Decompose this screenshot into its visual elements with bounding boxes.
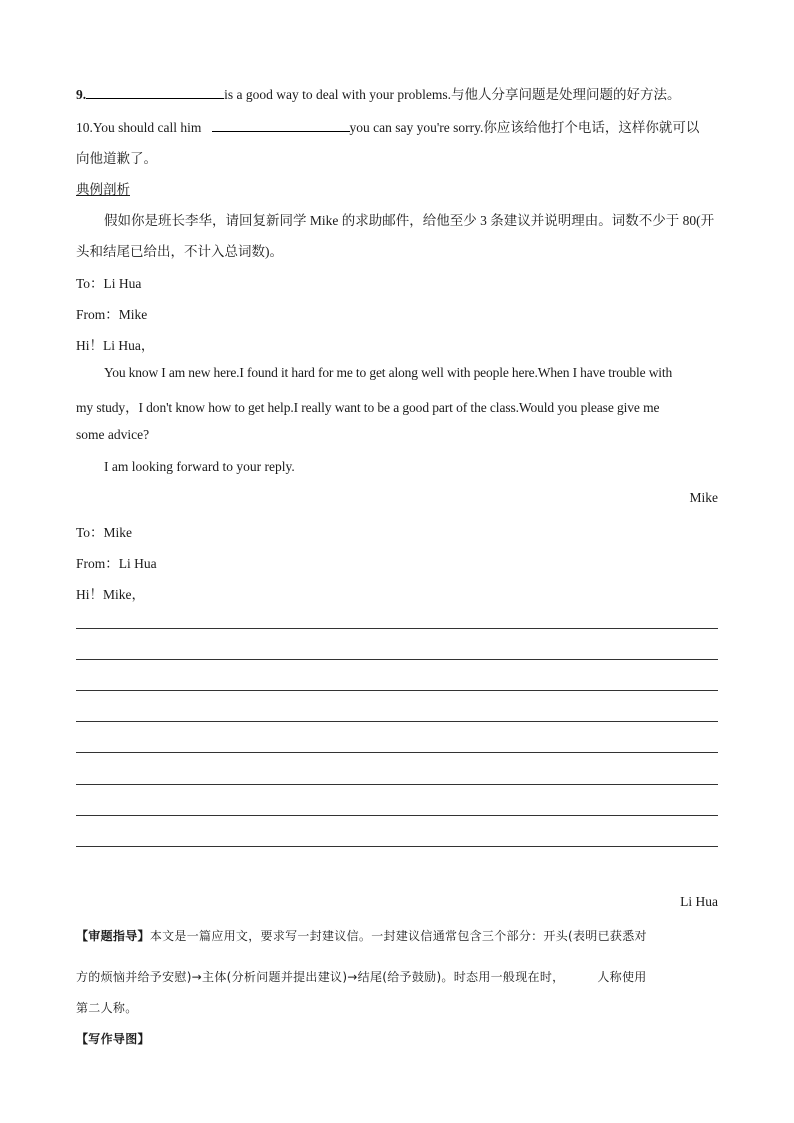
writing-line[interactable]	[76, 721, 718, 722]
writing-line[interactable]	[76, 815, 718, 816]
guide-line-1	[76, 927, 647, 944]
guide-text-2a: 方的烦恼并给予安慰)→主体(分析问题并提出建议)→结尾(给予鼓励)。时态用一般现在时，	[76, 970, 565, 984]
question-number: 10.	[76, 120, 93, 135]
mail1-body-line-1: You know I am new here.I found it hard for me to get along well with people here.When I have trouble with	[104, 365, 673, 380]
writing-line[interactable]	[76, 752, 718, 753]
question-number: 9.	[76, 87, 87, 102]
writing-map-label	[76, 1030, 150, 1047]
mail1-from: From：Mike	[76, 307, 148, 322]
guide-label: 【审题指导】	[76, 929, 150, 943]
mail1-to: To：Li Hua	[76, 276, 142, 291]
mail1-greeting: Hi！Li Hua，	[76, 338, 155, 353]
guide-text-2b: 人称使用	[597, 970, 647, 984]
mail1-signature: Mike	[689, 490, 718, 505]
writing-line[interactable]	[76, 784, 718, 785]
guide-text-1: 本文是一篇应用文，要求写一封建议信。一封建议信通常包含三个部分：开头(表明已获悉对	[149, 929, 647, 943]
writing-line[interactable]	[76, 846, 718, 847]
question-text-before: You should call him	[92, 120, 202, 135]
map-label: 【写作导图】	[76, 1032, 150, 1046]
mail2-to: To：Mike	[76, 525, 133, 540]
writing-line[interactable]	[76, 659, 718, 660]
task-line-2: 头和结尾已给出，不计入总词数)。	[76, 244, 283, 259]
answer-blank[interactable]	[212, 118, 350, 132]
writing-line[interactable]	[76, 690, 718, 691]
task-line-1: 假如你是班长李华，请回复新同学 Mike 的求助邮件，给他至少 3 条建议并说明理由。词数不少于 80(开	[104, 213, 715, 228]
question-9	[76, 83, 680, 103]
mail1-closing: I am looking forward to your reply.	[104, 459, 295, 474]
writing-line[interactable]	[76, 628, 718, 629]
mail2-signature: Li Hua	[680, 894, 718, 909]
mail2-greeting: Hi！Mike，	[76, 587, 145, 602]
answer-blank[interactable]	[86, 85, 224, 99]
question-10-continued: 向他道歉了。	[76, 151, 157, 166]
mail2-from: From：Li Hua	[76, 556, 157, 571]
guide-line-3: 第二人称。	[76, 1001, 138, 1015]
guide-line-2	[76, 968, 647, 985]
question-text: is a good way to deal with your problems.与他人分享问题是处理问题的好方法。	[224, 87, 681, 102]
mail1-body-line-2: my study，I don't know how to get help.I really want to be a good part of the class.Would you please give me	[76, 400, 660, 415]
question-10	[76, 116, 699, 136]
section-title: 典例剖析	[76, 182, 130, 197]
mail1-body-line-3: some advice?	[76, 427, 150, 442]
question-text-after: you can say you're sorry.你应该给他打个电话，这样你就可以	[349, 120, 700, 135]
